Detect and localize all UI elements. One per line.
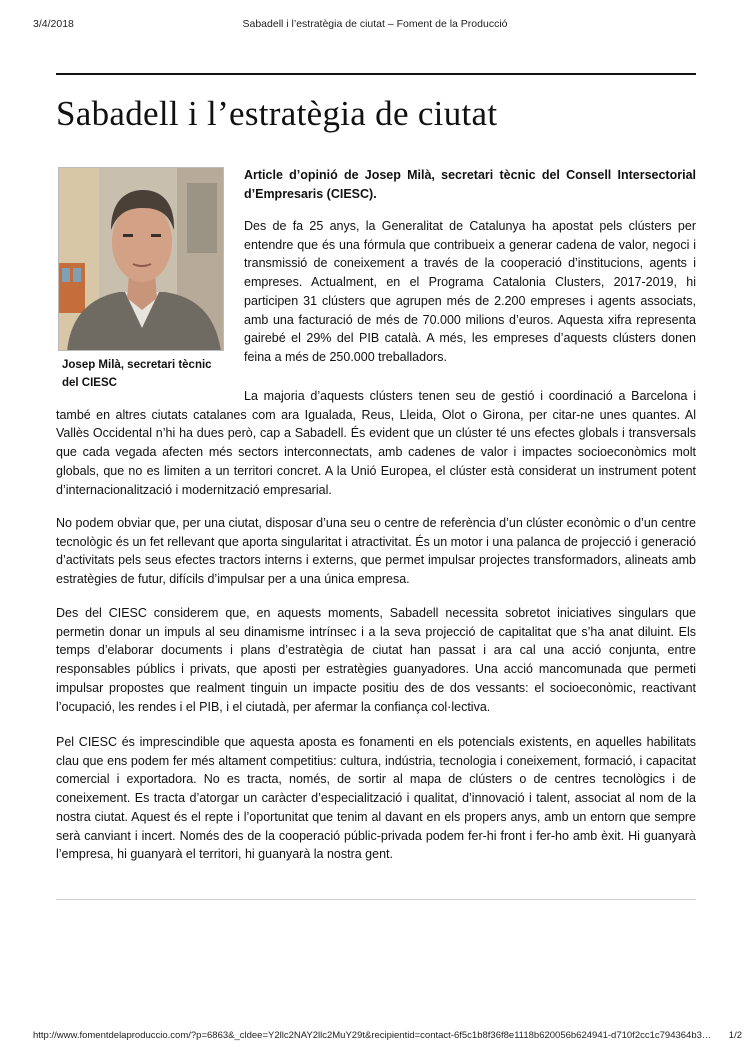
footer-url: http://www.fomentdelaproduccio.com/?p=6863&_cldee=Y2llc2NAY2llc2MuY29t&recipientid=contact-6f5c1b8f36f8e1118b620056b624941-d710f2cc1c794364b3… xyxy=(33,1030,712,1041)
photo-caption: Josep Milà, secretari tècnic del CIESC xyxy=(62,359,212,389)
header-rule xyxy=(56,73,696,75)
article-paragraph: Des de fa 25 anys, la Generalitat de Catalunya ha apostat pels clústers per entendre que és una fórmula que contribueix a generar cadena de valor, negoci i transmissió de coneixement a través de la cooperació d’institucions, agents i empreses. Actualment, en el Programa Catalonia Clusters, 2017-2019, hi participen 31 clústers que agrupen més de 2.200 empreses i agents associats, amb una facturació de més de 70.000 milions d’euros. Aquesta xifra representa gairebé el 29% del PIB català. A més, les empreses d’aquests clústers donen feina a més de 250.000 treballadors. xyxy=(244,219,696,364)
author-photo-figure xyxy=(58,167,224,392)
author-photo xyxy=(58,167,224,351)
article-paragraph: Pel CIESC és imprescindible que aquesta aposta es fonamenti en els potencials existents, en aquelles habilitats clau que ens podem fer més altament competitius: cultura, indústria, tecnologia i coneixement, formació, i capacitat comercial i exportadora. No es tracta, només, de sortir al mapa de clústers o de centres tecnològics i de coneixement. Es tracta d’atorgar un caràcter d’especialització i qualitat, d’innovació i talent, associat al nom de la nostra ciutat. Aquest és el repte i l’oportunitat que tenim al davant en els propers anys, amb un entorn que sempre serà canviant i incert. Només des de la cooperació públic-privada podem fer-hi front i fer-ho amb èxit. Hi guanyarà l’empresa, hi guanyarà el territori, hi guanyarà la nostra gent. xyxy=(56,735,696,862)
article-paragraph: Des del CIESC considerem que, en aquests moments, Sabadell necessita sobretot iniciatives singulars que permetin donar un impuls al seu dinamisme intrínsec i a la seva projecció de capitalitat que s’ha anat diluint. Els temps d’elaborar documents i plans d’estratègia de ciutat han passat i ara cal una acció conjunta, entre responsables públics i privats, que aposti per estratègies guanyadores. Una acció mancomunada que permeti impulsar propostes que realment tinguin un impacte positiu des de dos vessants: el socioeconòmic, reactivant l’ocupació, les rendes i el PIB, i el ciutadà, per afermar la confiança col·lectiva. xyxy=(56,606,696,714)
page-number: 1/2 xyxy=(728,1030,742,1041)
article-paragraph: La majoria d’aquests clústers tenen seu de gestió i coordinació a Barcelona i també en altres ciutats catalanes com ara Igualada, Reus, Lleida, Olot o Girona, per citar-ne unes quantes. Al Vallès Occidental n’hi ha dues però, cap a Sabadell. És evident que un clúster té uns efectes globals i transversals que cada vegada afecten més sectors interconnectats, amb cadenes de valor i impactes socioeconòmics molt globals, que no es limiten a un territori concret. A la Unió Europea, el clúster està considerat un instrument potent d’internacionalització i modernització empresarial. xyxy=(56,389,696,497)
article-paragraph: No podem obviar que, per una ciutat, disposar d’una seu o centre de referència d’un clúster econòmic o d’un centre tecnològic és un fet rellevant que aporta singularitat i atractivitat. És un motor i una palanca de projecció i generació d’activitats pels seus efectes tractors interns i externs, que permet impulsar projectes transformadors, alineats amb estratègies de futur, difícils d’impulsar per a una única empresa. xyxy=(56,516,696,587)
print-date: 3/4/2018 xyxy=(33,18,74,30)
article-title: Sabadell i l’estratègia de ciutat xyxy=(56,94,498,133)
print-header-title: Sabadell i l’estratègia de ciutat – Foment de la Producció xyxy=(242,18,508,30)
article-intro: Article d’opinió de Josep Milà, secretari tècnic del Consell Intersectorial d’Empresaris (CIESC). xyxy=(244,168,696,201)
content-end-rule xyxy=(56,899,696,900)
